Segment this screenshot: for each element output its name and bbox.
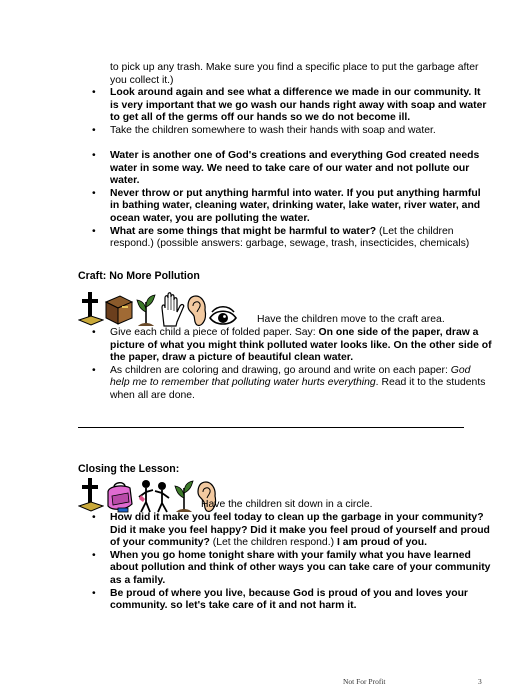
list-item: • Give each child a piece of folded paper. Say: On one side of the paper, draw a picture of what you might think polluted water looks like. On the other side of the paper, draw a picture of beautiful clean water. <box>92 327 492 365</box>
bullet-list-hygiene <box>92 87 492 137</box>
craft-icon-caption: Have the children move to the craft area. <box>257 314 445 325</box>
list-item: • Look around again and see what a difference we made in our community. It is very important that we go wash our hands right away with soap and water to get all of the germs off our hands so we do not become ill. <box>92 87 492 125</box>
cross-bible-icon <box>78 290 104 328</box>
bible-icon <box>104 292 134 328</box>
list-item: • Water is another one of God's creations and everything God created needs water in some way. We need to take care of our water and not pollute our water. <box>92 150 492 188</box>
praying-hands-icon <box>158 290 186 328</box>
footer-text: Not For Profit <box>343 677 386 686</box>
closing-heading: Closing the Lesson: <box>78 463 180 475</box>
bullet-list-closing <box>92 512 492 613</box>
backpack-icon <box>104 480 136 514</box>
bullet-list-craft <box>92 327 492 403</box>
list-item: • Take the children somewhere to wash their hands with soap and water. <box>92 125 492 138</box>
closing-icon-row <box>78 474 218 514</box>
plant-sprout-icon <box>172 478 196 514</box>
plant-sprout-icon <box>134 292 158 328</box>
section-divider <box>78 427 464 428</box>
children-icon <box>136 478 172 514</box>
bullet-list-water <box>92 150 492 251</box>
list-item: • Be proud of where you live, because God is proud of you and loves your community. so let's take care of it and not harm it. <box>92 588 492 613</box>
list-item: • When you go home tonight share with your family what you have learned about pollution and think of other ways you can take care of your community as a family. <box>92 550 492 588</box>
list-item: • As children are coloring and drawing, go around and write on each paper: God help me to remember that polluting water hurts everything. Read it to the students when all are done. <box>92 365 492 403</box>
list-item: • Never throw or put anything harmful into water. If you put anything harmful in bathing water, cleaning water, drinking water, lake water, river water, and ocean water, you are polluting the water. <box>92 188 492 226</box>
ear-icon <box>186 294 208 328</box>
page-number: 3 <box>478 677 482 686</box>
continuation-text: to pick up any trash. Make sure you find a specific place to put the garbage after you collect it.) <box>110 62 479 86</box>
list-item: • What are some things that might be harmful to water? (Let the children respond.) (possible answers: garbage, sewage, trash, insecticides, chemicals) <box>92 226 492 251</box>
craft-heading: Craft: No More Pollution <box>78 270 200 282</box>
closing-icon-caption: Have the children sit down in a circle. <box>201 499 373 510</box>
list-item: • How did it make you feel today to clean up the garbage in your community? Did it make you feel happy? Did it make you feel proud of yourself and proud of your community? (Let the children respond.) I am proud of you. <box>92 512 492 550</box>
craft-icon-row <box>78 288 238 328</box>
eye-icon <box>208 304 238 328</box>
cross-bible-icon <box>78 476 104 514</box>
